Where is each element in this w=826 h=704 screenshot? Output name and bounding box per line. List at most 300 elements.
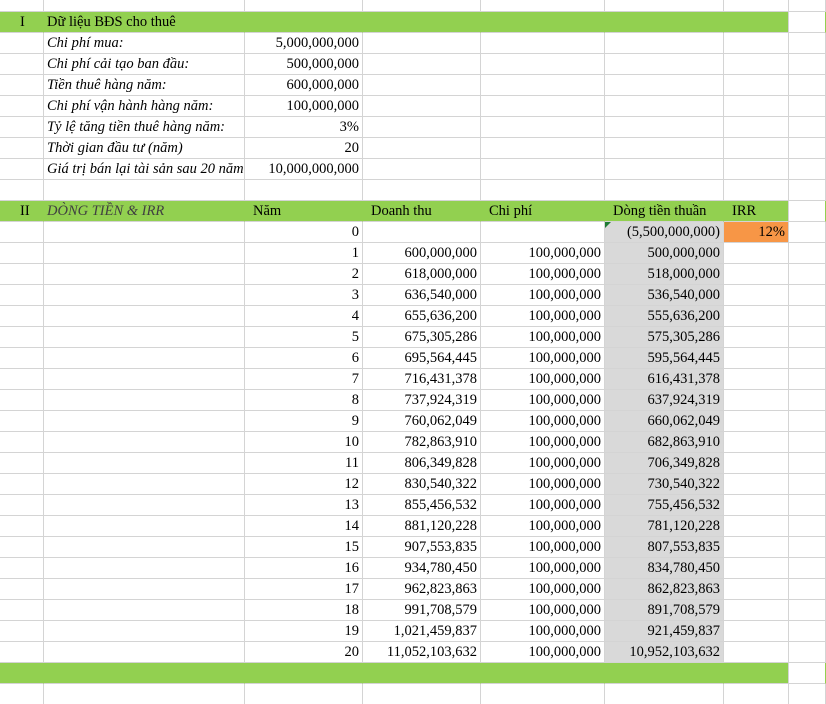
sheet-cell[interactable] <box>789 432 826 453</box>
sheet-cell[interactable] <box>245 0 363 12</box>
cell-cost[interactable]: 100,000,000 <box>481 495 605 516</box>
sheet-row <box>0 54 826 75</box>
sheet-cell[interactable] <box>789 453 826 474</box>
cell-revenue[interactable]: 830,540,322 <box>363 474 481 495</box>
sheet-cell[interactable] <box>363 663 481 684</box>
sheet-cell[interactable] <box>605 75 724 96</box>
sheet-cell[interactable] <box>481 12 605 33</box>
sheet-cell[interactable] <box>0 579 44 600</box>
sheet-cell[interactable] <box>44 474 245 495</box>
sheet-cell[interactable] <box>724 516 789 537</box>
sheet-cell[interactable] <box>724 180 789 201</box>
sheet-cell[interactable] <box>44 453 245 474</box>
cell-net-cashflow[interactable]: 781,120,228 <box>605 516 724 537</box>
sheet-cell[interactable] <box>0 306 44 327</box>
sheet-cell[interactable] <box>605 0 724 12</box>
sheet-cell[interactable] <box>363 75 481 96</box>
sheet-cell[interactable] <box>724 495 789 516</box>
cell-year[interactable]: 14 <box>245 516 363 537</box>
sheet-cell[interactable] <box>789 201 826 222</box>
cell-revenue[interactable]: 618,000,000 <box>363 264 481 285</box>
param-label[interactable]: Giá trị bán lại tài sản sau 20 năm <box>44 159 245 180</box>
sheet-cell[interactable] <box>789 348 826 369</box>
sheet-cell[interactable] <box>0 411 44 432</box>
cell-year[interactable]: 11 <box>245 453 363 474</box>
sheet-cell[interactable] <box>0 558 44 579</box>
sheet-cell[interactable] <box>724 684 789 704</box>
sheet-cell[interactable] <box>363 33 481 54</box>
sheet-cell[interactable] <box>789 180 826 201</box>
cell-year[interactable]: 12 <box>245 474 363 495</box>
sheet-cell[interactable] <box>724 621 789 642</box>
header-year[interactable]: Năm <box>245 201 363 222</box>
sheet-row <box>0 432 826 453</box>
sheet-cell[interactable] <box>44 222 245 243</box>
param-value[interactable]: 100,000,000 <box>245 96 363 117</box>
sheet-cell[interactable] <box>481 75 605 96</box>
cell-net-cashflow[interactable]: 834,780,450 <box>605 558 724 579</box>
cell-cost[interactable]: 100,000,000 <box>481 411 605 432</box>
cell-cost[interactable]: 100,000,000 <box>481 369 605 390</box>
sheet-cell[interactable] <box>724 75 789 96</box>
sheet-cell[interactable] <box>44 348 245 369</box>
header-net-cashflow[interactable]: Dòng tiền thuần <box>605 201 724 222</box>
cell-cost[interactable]: 100,000,000 <box>481 516 605 537</box>
sheet-cell[interactable] <box>724 348 789 369</box>
sheet-cell[interactable] <box>0 33 44 54</box>
sheet-cell[interactable] <box>44 537 245 558</box>
cell-net-cashflow[interactable]: 555,636,200 <box>605 306 724 327</box>
param-value[interactable]: 20 <box>245 138 363 159</box>
sheet-row <box>0 285 826 306</box>
sheet-row <box>0 33 826 54</box>
sheet-row <box>0 558 826 579</box>
sheet-cell[interactable] <box>44 327 245 348</box>
sheet-cell[interactable] <box>724 432 789 453</box>
sheet-cell[interactable] <box>724 369 789 390</box>
cell-revenue[interactable]: 695,564,445 <box>363 348 481 369</box>
sheet-cell[interactable] <box>44 432 245 453</box>
sheet-cell[interactable] <box>0 243 44 264</box>
cell-revenue[interactable]: 655,636,200 <box>363 306 481 327</box>
sheet-cell[interactable] <box>724 54 789 75</box>
sheet-cell[interactable] <box>363 117 481 138</box>
cell-net-cashflow[interactable]: 575,305,286 <box>605 327 724 348</box>
cell-cost[interactable]: 100,000,000 <box>481 327 605 348</box>
cell-year[interactable]: 7 <box>245 369 363 390</box>
cell-net-cashflow[interactable]: 518,000,000 <box>605 264 724 285</box>
cell-cost[interactable]: 100,000,000 <box>481 432 605 453</box>
sheet-cell[interactable] <box>0 138 44 159</box>
sheet-cell[interactable] <box>724 138 789 159</box>
cell-cost[interactable] <box>481 222 605 243</box>
sheet-cell[interactable] <box>0 684 44 704</box>
cell-year[interactable]: 0 <box>245 222 363 243</box>
cell-cost[interactable]: 100,000,000 <box>481 600 605 621</box>
sheet-cell[interactable] <box>481 33 605 54</box>
param-value[interactable]: 5,000,000,000 <box>245 33 363 54</box>
sheet-row <box>0 453 826 474</box>
cell-revenue[interactable]: 675,305,286 <box>363 327 481 348</box>
cell-year[interactable]: 18 <box>245 600 363 621</box>
sheet-row <box>0 327 826 348</box>
sheet-row <box>0 0 826 12</box>
sheet-cell[interactable] <box>44 600 245 621</box>
cell-net-cashflow[interactable]: 921,459,837 <box>605 621 724 642</box>
sheet-cell[interactable] <box>44 663 245 684</box>
sheet-row <box>0 495 826 516</box>
error-indicator-icon <box>605 222 611 228</box>
section2-title[interactable]: DÒNG TIỀN & IRR <box>44 201 245 222</box>
sheet-cell[interactable] <box>789 579 826 600</box>
sheet-cell[interactable] <box>245 684 363 704</box>
sheet-cell[interactable] <box>481 54 605 75</box>
sheet-row <box>0 12 826 33</box>
sheet-cell[interactable] <box>724 159 789 180</box>
sheet-cell[interactable] <box>0 54 44 75</box>
sheet-cell[interactable] <box>481 159 605 180</box>
sheet-cell[interactable] <box>789 390 826 411</box>
cell-net-cashflow[interactable]: 682,863,910 <box>605 432 724 453</box>
sheet-cell[interactable] <box>0 222 44 243</box>
sheet-cell[interactable] <box>0 516 44 537</box>
sheet-cell[interactable] <box>789 159 826 180</box>
sheet-cell[interactable] <box>724 306 789 327</box>
sheet-cell[interactable] <box>44 180 245 201</box>
sheet-cell[interactable] <box>724 285 789 306</box>
sheet-cell[interactable] <box>44 642 245 663</box>
sheet-cell[interactable] <box>0 117 44 138</box>
param-label[interactable]: Thời gian đầu tư (năm) <box>44 138 245 159</box>
sheet-row <box>0 138 826 159</box>
cell-cost[interactable]: 100,000,000 <box>481 621 605 642</box>
sheet-cell[interactable] <box>605 663 724 684</box>
sheet-row <box>0 201 826 222</box>
cell-year[interactable]: 19 <box>245 621 363 642</box>
cell-year[interactable]: 6 <box>245 348 363 369</box>
sheet-cell[interactable] <box>605 159 724 180</box>
sheet-row <box>0 516 826 537</box>
sheet-cell[interactable] <box>0 495 44 516</box>
sheet-cell[interactable] <box>44 579 245 600</box>
cell-revenue[interactable]: 962,823,863 <box>363 579 481 600</box>
cell-year[interactable]: 15 <box>245 537 363 558</box>
sheet-cell[interactable] <box>724 0 789 12</box>
cell-net-cashflow[interactable]: 10,952,103,632 <box>605 642 724 663</box>
section2-number[interactable]: II <box>0 201 44 222</box>
sheet-row <box>0 306 826 327</box>
sheet-row <box>0 369 826 390</box>
cell-cost[interactable]: 100,000,000 <box>481 453 605 474</box>
sheet-cell[interactable] <box>724 453 789 474</box>
cell-revenue[interactable]: 782,863,910 <box>363 432 481 453</box>
sheet-cell[interactable] <box>245 663 363 684</box>
sheet-cell[interactable] <box>481 138 605 159</box>
sheet-cell[interactable] <box>44 684 245 704</box>
cell-cost[interactable]: 100,000,000 <box>481 348 605 369</box>
cell-revenue[interactable]: 1,021,459,837 <box>363 621 481 642</box>
sheet-cell[interactable] <box>481 0 605 12</box>
sheet-cell[interactable] <box>789 684 826 704</box>
cell-year[interactable]: 8 <box>245 390 363 411</box>
irr-value[interactable]: 12% <box>724 222 789 243</box>
header-revenue[interactable]: Doanh thu <box>363 201 481 222</box>
sheet-cell[interactable] <box>0 75 44 96</box>
sheet-cell[interactable] <box>789 621 826 642</box>
cell-year[interactable]: 13 <box>245 495 363 516</box>
cell-cost[interactable]: 100,000,000 <box>481 558 605 579</box>
sheet-cell[interactable] <box>789 138 826 159</box>
sheet-cell[interactable] <box>789 600 826 621</box>
sheet-cell[interactable] <box>44 558 245 579</box>
sheet-row <box>0 243 826 264</box>
sheet-cell[interactable] <box>724 558 789 579</box>
cell-net-cashflow[interactable]: 536,540,000 <box>605 285 724 306</box>
param-value[interactable]: 3% <box>245 117 363 138</box>
cell-year[interactable]: 9 <box>245 411 363 432</box>
section1-title[interactable]: Dữ liệu BĐS cho thuê <box>44 12 245 33</box>
sheet-cell[interactable] <box>363 684 481 704</box>
sheet-cell[interactable] <box>724 663 789 684</box>
sheet-cell[interactable] <box>605 54 724 75</box>
cell-revenue[interactable]: 636,540,000 <box>363 285 481 306</box>
sheet-cell[interactable] <box>789 222 826 243</box>
sheet-cell[interactable] <box>789 243 826 264</box>
cell-cost[interactable]: 100,000,000 <box>481 390 605 411</box>
sheet-cell[interactable] <box>605 180 724 201</box>
cell-cost[interactable]: 100,000,000 <box>481 306 605 327</box>
sheet-cell[interactable] <box>724 600 789 621</box>
sheet-cell[interactable] <box>363 159 481 180</box>
sheet-row <box>0 411 826 432</box>
cell-revenue[interactable]: 806,349,828 <box>363 453 481 474</box>
sheet-cell[interactable] <box>724 327 789 348</box>
sheet-cell[interactable] <box>0 180 44 201</box>
sheet-cell[interactable] <box>0 453 44 474</box>
sheet-cell[interactable] <box>0 663 44 684</box>
sheet-cell[interactable] <box>789 33 826 54</box>
sheet-row <box>0 75 826 96</box>
sheet-cell[interactable] <box>44 516 245 537</box>
param-label[interactable]: Chi phí mua: <box>44 33 245 54</box>
sheet-cell[interactable] <box>605 96 724 117</box>
cell-cost[interactable]: 100,000,000 <box>481 264 605 285</box>
sheet-cell[interactable] <box>724 474 789 495</box>
cell-year[interactable]: 5 <box>245 327 363 348</box>
cell-revenue[interactable]: 716,431,378 <box>363 369 481 390</box>
sheet-cell[interactable] <box>0 369 44 390</box>
cell-net-cashflow[interactable]: 755,456,532 <box>605 495 724 516</box>
sheet-cell[interactable] <box>0 285 44 306</box>
sheet-cell[interactable] <box>789 117 826 138</box>
param-value[interactable]: 600,000,000 <box>245 75 363 96</box>
param-label[interactable]: Tiền thuê hàng năm: <box>44 75 245 96</box>
sheet-cell[interactable] <box>789 537 826 558</box>
sheet-cell[interactable] <box>605 117 724 138</box>
sheet-cell[interactable] <box>605 684 724 704</box>
sheet-cell[interactable] <box>245 12 363 33</box>
sheet-cell[interactable] <box>363 0 481 12</box>
sheet-cell[interactable] <box>481 180 605 201</box>
sheet-cell[interactable] <box>789 369 826 390</box>
sheet-cell[interactable] <box>44 411 245 432</box>
param-label[interactable]: Chi phí vận hành hàng năm: <box>44 96 245 117</box>
cell-net-cashflow[interactable]: 862,823,863 <box>605 579 724 600</box>
sheet-cell[interactable] <box>44 495 245 516</box>
cell-net-cashflow[interactable]: 660,062,049 <box>605 411 724 432</box>
sheet-cell[interactable] <box>363 180 481 201</box>
cell-net-cashflow[interactable]: 616,431,378 <box>605 369 724 390</box>
cell-revenue[interactable]: 855,456,532 <box>363 495 481 516</box>
sheet-cell[interactable] <box>481 96 605 117</box>
header-cost[interactable]: Chi phí <box>481 201 605 222</box>
cell-year[interactable]: 1 <box>245 243 363 264</box>
sheet-cell[interactable] <box>245 180 363 201</box>
cell-revenue[interactable]: 907,553,835 <box>363 537 481 558</box>
cell-year[interactable]: 3 <box>245 285 363 306</box>
cell-revenue[interactable]: 881,120,228 <box>363 516 481 537</box>
param-value[interactable]: 10,000,000,000 <box>245 159 363 180</box>
cell-year[interactable]: 20 <box>245 642 363 663</box>
sheet-cell[interactable] <box>724 96 789 117</box>
param-label[interactable]: Tỷ lệ tăng tiền thuê hàng năm: <box>44 117 245 138</box>
sheet-cell[interactable] <box>724 390 789 411</box>
cell-net-cashflow[interactable]: 637,924,319 <box>605 390 724 411</box>
sheet-row <box>0 180 826 201</box>
cell-year[interactable]: 16 <box>245 558 363 579</box>
sheet-cell[interactable] <box>724 117 789 138</box>
sheet-cell[interactable] <box>724 411 789 432</box>
sheet-cell[interactable] <box>605 33 724 54</box>
sheet-cell[interactable] <box>0 621 44 642</box>
sheet-cell[interactable] <box>789 306 826 327</box>
sheet-cell[interactable] <box>789 663 826 684</box>
sheet-cell[interactable] <box>789 558 826 579</box>
sheet-cell[interactable] <box>789 96 826 117</box>
cell-net-cashflow[interactable]: (5,500,000,000) <box>605 222 724 243</box>
sheet-cell[interactable] <box>44 369 245 390</box>
sheet-cell[interactable] <box>0 264 44 285</box>
header-irr[interactable]: IRR <box>724 201 789 222</box>
cell-year[interactable]: 17 <box>245 579 363 600</box>
sheet-cell[interactable] <box>363 12 481 33</box>
cell-net-cashflow[interactable]: 891,708,579 <box>605 600 724 621</box>
sheet-cell[interactable] <box>789 75 826 96</box>
sheet-cell[interactable] <box>363 96 481 117</box>
sheet-row <box>0 537 826 558</box>
sheet-row <box>0 684 826 704</box>
sheet-cell[interactable] <box>481 684 605 704</box>
cell-revenue[interactable] <box>363 222 481 243</box>
sheet-cell[interactable] <box>605 138 724 159</box>
cell-cost[interactable]: 100,000,000 <box>481 642 605 663</box>
sheet-cell[interactable] <box>789 411 826 432</box>
cell-net-cashflow[interactable]: 595,564,445 <box>605 348 724 369</box>
sheet-cell[interactable] <box>789 516 826 537</box>
sheet-cell[interactable] <box>724 12 789 33</box>
sheet-cell[interactable] <box>789 0 826 12</box>
sheet-cell[interactable] <box>0 537 44 558</box>
sheet-cell[interactable] <box>789 327 826 348</box>
sheet-cell[interactable] <box>44 0 245 12</box>
sheet-cell[interactable] <box>724 579 789 600</box>
sheet-cell[interactable] <box>724 33 789 54</box>
sheet-cell[interactable] <box>481 117 605 138</box>
sheet-cell[interactable] <box>789 54 826 75</box>
sheet-cell[interactable] <box>44 264 245 285</box>
sheet-row <box>0 621 826 642</box>
cell-net-cashflow[interactable]: 706,349,828 <box>605 453 724 474</box>
sheet-cell[interactable] <box>789 12 826 33</box>
sheet-cell[interactable] <box>0 390 44 411</box>
cell-net-cashflow[interactable]: 500,000,000 <box>605 243 724 264</box>
cell-cost[interactable]: 100,000,000 <box>481 285 605 306</box>
sheet-cell[interactable] <box>724 243 789 264</box>
cell-revenue[interactable]: 991,708,579 <box>363 600 481 621</box>
section1-number[interactable]: I <box>0 12 44 33</box>
cell-revenue[interactable]: 11,052,103,632 <box>363 642 481 663</box>
param-value[interactable]: 500,000,000 <box>245 54 363 75</box>
sheet-cell[interactable] <box>363 138 481 159</box>
cell-year[interactable]: 2 <box>245 264 363 285</box>
cell-year[interactable]: 10 <box>245 432 363 453</box>
cell-cost[interactable]: 100,000,000 <box>481 537 605 558</box>
sheet-cell[interactable] <box>605 12 724 33</box>
cell-cost[interactable]: 100,000,000 <box>481 579 605 600</box>
sheet-cell[interactable] <box>44 285 245 306</box>
sheet-cell[interactable] <box>724 642 789 663</box>
cell-revenue[interactable]: 737,924,319 <box>363 390 481 411</box>
sheet-cell[interactable] <box>0 0 44 12</box>
sheet-row <box>0 642 826 663</box>
cell-revenue[interactable]: 760,062,049 <box>363 411 481 432</box>
sheet-cell[interactable] <box>789 495 826 516</box>
sheet-cell[interactable] <box>0 159 44 180</box>
sheet-cell[interactable] <box>481 663 605 684</box>
sheet-cell[interactable] <box>724 537 789 558</box>
sheet-cell[interactable] <box>0 600 44 621</box>
sheet-cell[interactable] <box>44 306 245 327</box>
sheet-cell[interactable] <box>0 432 44 453</box>
cell-revenue[interactable]: 600,000,000 <box>363 243 481 264</box>
sheet-cell[interactable] <box>363 54 481 75</box>
sheet-cell[interactable] <box>0 96 44 117</box>
sheet-row <box>0 117 826 138</box>
cell-revenue[interactable]: 934,780,450 <box>363 558 481 579</box>
param-label[interactable]: Chi phí cải tạo ban đầu: <box>44 54 245 75</box>
cell-year[interactable]: 4 <box>245 306 363 327</box>
sheet-row <box>0 348 826 369</box>
cell-net-cashflow[interactable]: 807,553,835 <box>605 537 724 558</box>
sheet-cell[interactable] <box>44 243 245 264</box>
sheet-cell[interactable] <box>789 642 826 663</box>
sheet-cell[interactable] <box>0 327 44 348</box>
sheet-cell[interactable] <box>0 474 44 495</box>
sheet-cell[interactable] <box>0 348 44 369</box>
sheet-cell[interactable] <box>789 285 826 306</box>
sheet-cell[interactable] <box>789 264 826 285</box>
sheet-cell[interactable] <box>44 621 245 642</box>
sheet-row <box>0 390 826 411</box>
cell-net-cashflow[interactable]: 730,540,322 <box>605 474 724 495</box>
sheet-cell[interactable] <box>789 474 826 495</box>
cell-cost[interactable]: 100,000,000 <box>481 243 605 264</box>
sheet-cell[interactable] <box>724 264 789 285</box>
sheet-cell[interactable] <box>44 390 245 411</box>
sheet-cell[interactable] <box>0 642 44 663</box>
sheet-row <box>0 264 826 285</box>
cell-cost[interactable]: 100,000,000 <box>481 474 605 495</box>
